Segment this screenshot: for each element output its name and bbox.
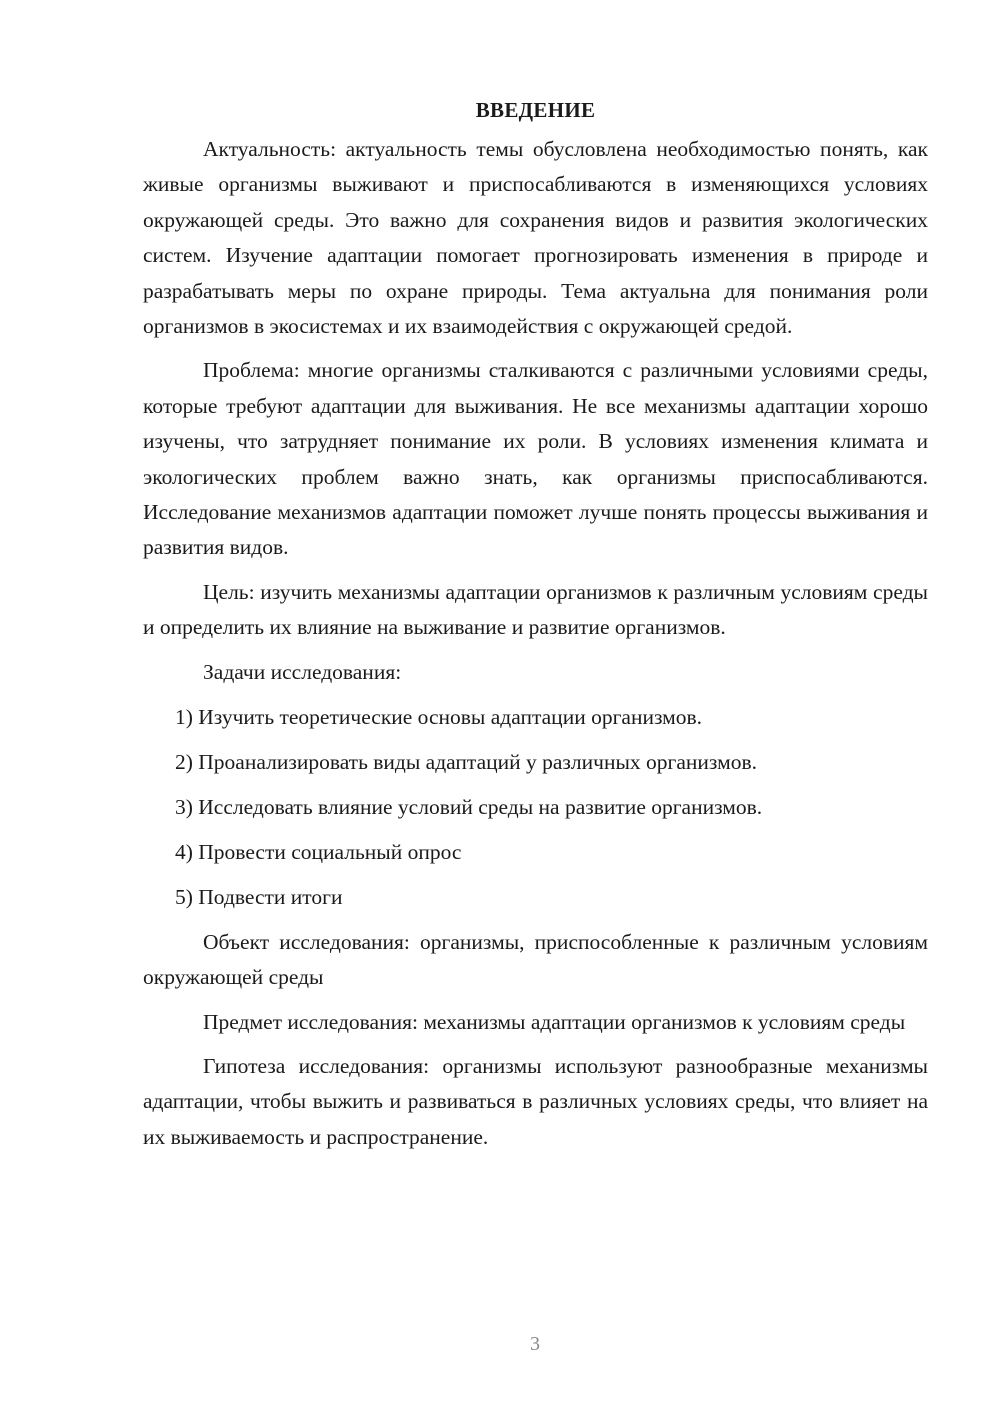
task-item: 5) Подвести итоги	[175, 884, 343, 909]
document-title: ВВЕДЕНИЕ	[475, 98, 596, 122]
subject-paragraph: Предмет исследования: механизмы адаптации организмов к условиям среды	[203, 1009, 906, 1034]
task-item: 4) Провести социальный опрос	[175, 839, 462, 864]
tasks-list	[143, 700, 928, 915]
page-number: 3	[530, 1333, 540, 1355]
relevance-paragraph: Актуальность: актуальность темы обусловлена необходимостью понять, как живые организмы выживают и приспосабливаются в изменяющихся условиях окружающей среды. Это важно для сохранения видов и развития экологических систем. Изучение адаптации помогает прогнозировать изменения в природе и разрабатывать меры по охране природы. Тема актуальна для понимания роли организмов в экосистемах и их взаимодействия с окружающей средой.	[143, 137, 928, 339]
goal-paragraph: Цель: изучить механизмы адаптации организмов к различным условиям среды и определить их влияние на выживание и развитие организмов.	[143, 579, 928, 640]
hypothesis-paragraph: Гипотеза исследования: организмы используют разнообразные механизмы адаптации, чтобы выжить и развиваться в различных условиях среды, что влияет на их выживаемость и распространение.	[143, 1053, 928, 1149]
document-page	[143, 96, 928, 1164]
problem-paragraph: Проблема: многие организмы сталкиваются с различными условиями среды, которые требуют адаптации для выживания. Не все механизмы адаптации хорошо изучены, что затрудняет понимание их роли. В условиях изменения климата и экологических проблем важно знать, как организмы приспосабливаются. Исследование механизмов адаптации поможет лучше понять процессы выживания и развития видов.	[143, 358, 928, 560]
object-paragraph: Объект исследования: организмы, приспособленные к различным условиям окружающей среды	[143, 929, 928, 990]
task-item: 1) Изучить теоретические основы адаптации организмов.	[175, 704, 703, 729]
task-item: 3) Исследовать влияние условий среды на развитие организмов.	[175, 794, 763, 819]
task-item: 2) Проанализировать виды адаптаций у различных организмов.	[175, 749, 757, 774]
tasks-heading: Задачи исследования:	[203, 659, 402, 684]
